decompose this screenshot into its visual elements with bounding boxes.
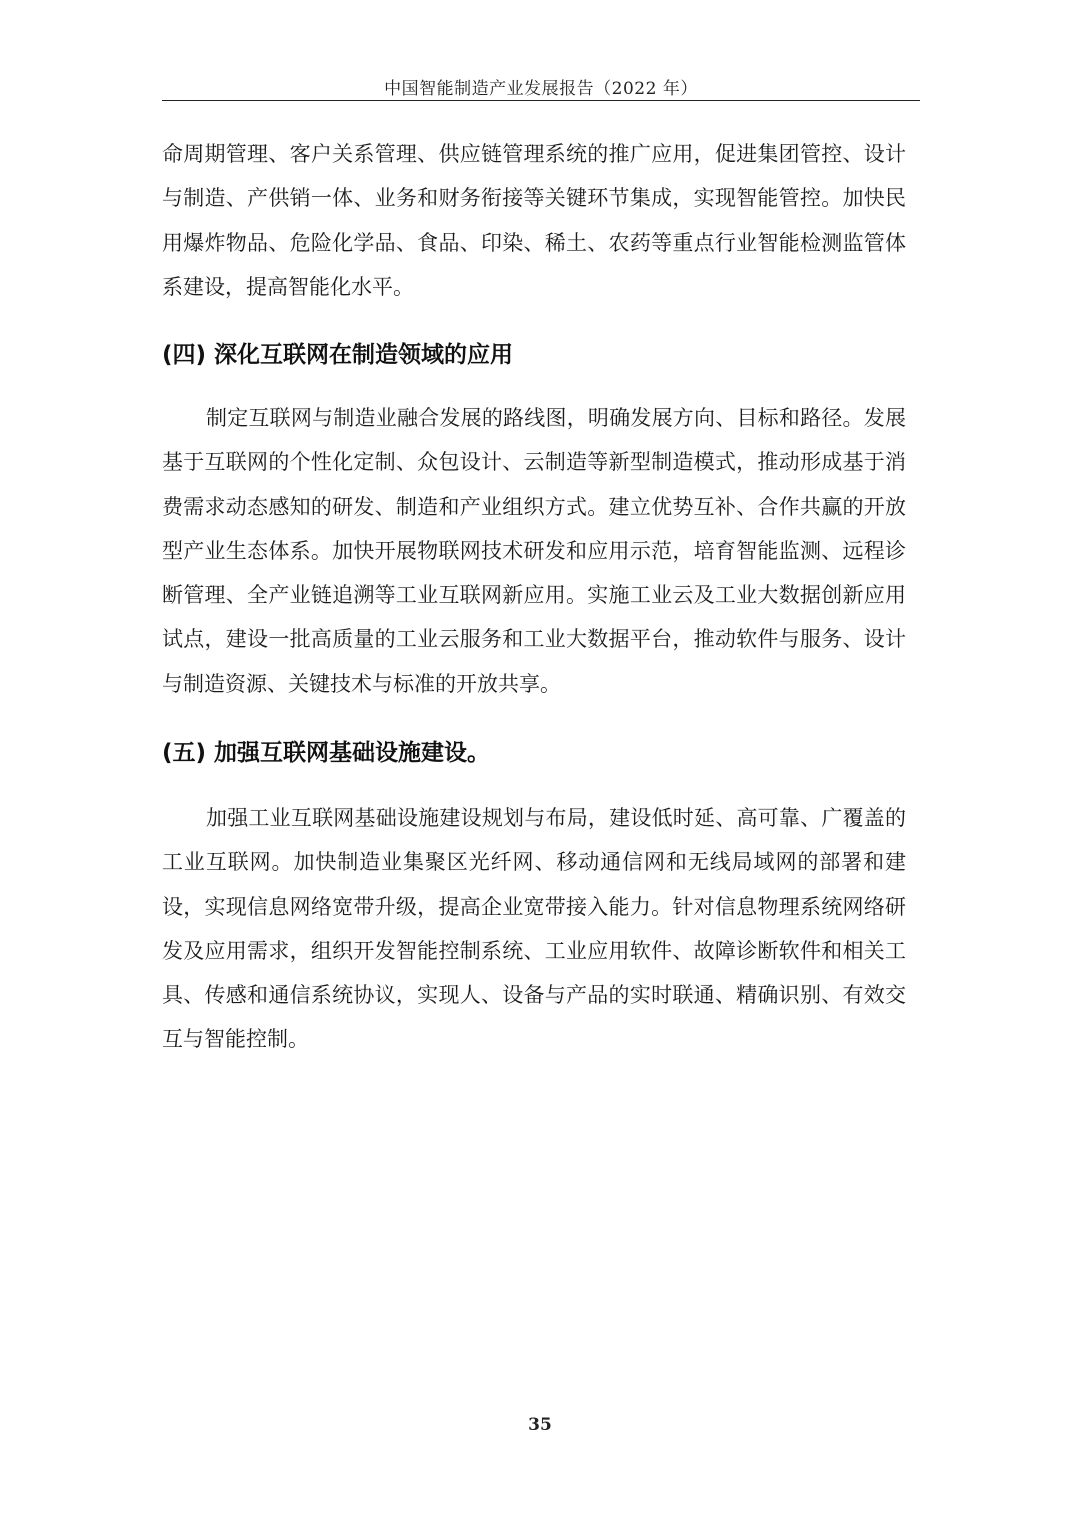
section-heading-5: (五) 加强互联网基础设施建设。: [162, 740, 491, 766]
paragraph-section-5: 加强工业互联网基础设施建设规划与布局，建设低时延、高可靠、广覆盖的工业互联网。加快制造业集聚区光纤网、移动通信网和无线局域网的部署和建设，实现信息网络宽带升级，提高企业宽带接入能力。针对信息物理系统网络研发及应用需求，组织开发智能控制系统、工业应用软件、故障诊断软件和相关工具、传感和通信系统协议，实现人、设备与产品的实时联通、精确识别、有效交互与智能控制。: [162, 806, 906, 1052]
running-header: 中国智能制造产业发展报告（2022 年）: [384, 79, 698, 99]
paragraph-section-4: 制定互联网与制造业融合发展的路线图，明确发展方向、目标和路径。发展基于互联网的个性化定制、众包设计、云制造等新型制造模式，推动形成基于消费需求动态感知的研发、制造和产业组织方式。建立优势互补、合作共赢的开放型产业生态体系。加快开展物联网技术研发和应用示范，培育智能监测、远程诊断管理、全产业链追溯等工业互联网新应用。实施工业云及工业大数据创新应用试点，建设一批高质量的工业云服务和工业大数据平台，推动软件与服务、设计与制造资源、关键技术与标准的开放共享。: [162, 406, 906, 696]
page-number: 35: [528, 1415, 552, 1435]
section-heading-4: (四) 深化互联网在制造领域的应用: [162, 342, 514, 368]
header-divider: [162, 100, 920, 101]
paragraph-continued: 命周期管理、客户关系管理、供应链管理系统的推广应用，促进集团管控、设计与制造、产供销一体、业务和财务衔接等关键环节集成，实现智能管控。加快民用爆炸物品、危险化学品、食品、印染、稀土、农药等重点行业智能检测监管体系建设，提高智能化水平。: [162, 142, 906, 299]
